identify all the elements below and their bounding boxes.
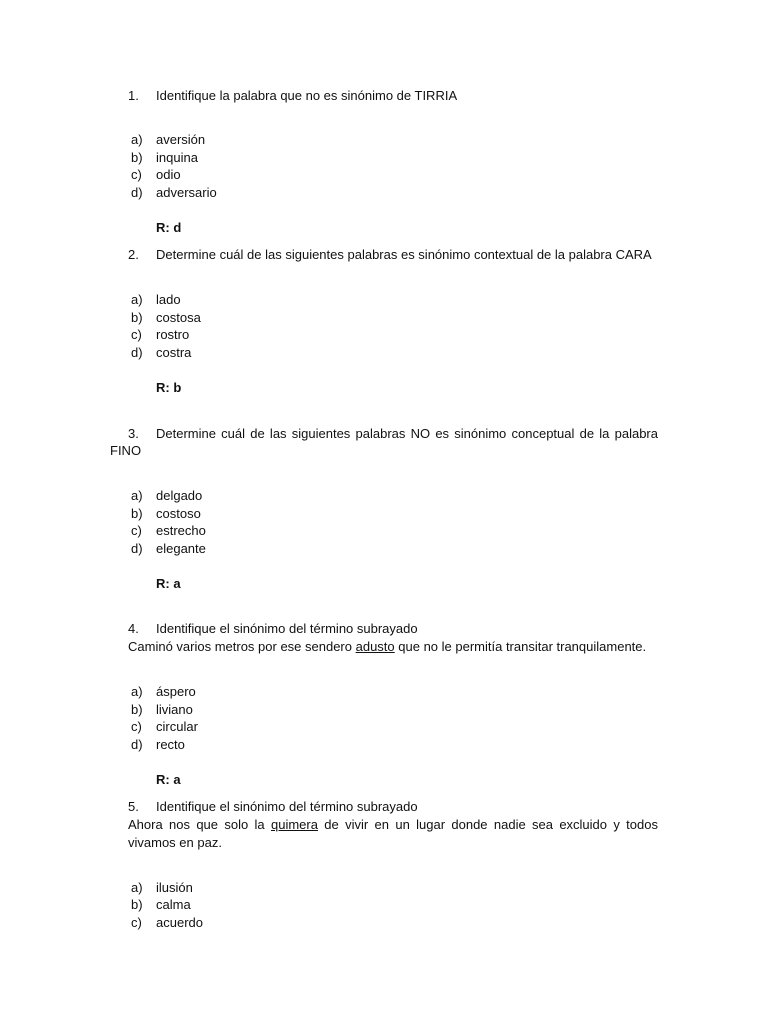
option-letter: b) [131,702,143,717]
option-text: ilusión [156,880,193,895]
question-prompt: Identifique el sinónimo del término subrayado [156,799,418,814]
option-letter: a) [131,488,143,503]
option-text: acuerdo [156,915,203,930]
option-text: costoso [156,506,201,521]
example-sentence [128,816,658,833]
option-letter: d) [131,541,143,556]
answer-key: R: d [156,220,182,235]
question-prompt: Determine cuál de las siguientes palabras NO es sinónimo conceptual de la palabra [156,426,658,441]
question-number: 4. [128,621,139,636]
answer-key: R: b [156,380,182,395]
option-letter: a) [131,292,143,307]
option-letter: c) [131,327,142,342]
option-letter: c) [131,167,142,182]
question-number: 3. [128,426,139,441]
answer-key: R: a [156,576,181,591]
option-letter: b) [131,506,143,521]
example-sentence [128,638,646,655]
option-text: delgado [156,488,203,503]
sentence-text: Caminó varios metros por ese sendero [128,639,356,654]
option-text: calma [156,897,191,912]
option-letter: b) [131,897,143,912]
option-letter: a) [131,132,143,147]
option-text: aversión [156,132,206,147]
question-prompt: Identifique la palabra que no es sinónimo de TIRRIA [156,88,458,103]
option-letter: c) [131,915,142,930]
option-text: recto [156,737,185,752]
option-text: inquina [156,150,198,165]
option-letter: c) [131,523,142,538]
question-prompt-continuation: FINO [110,443,142,458]
question-number: 2. [128,247,139,262]
question-prompt: Identifique el sinónimo del término subrayado [156,621,418,636]
option-text: elegante [156,541,206,556]
option-text: odio [156,167,181,182]
option-letter: b) [131,310,143,325]
option-text: áspero [156,684,196,699]
option-text: estrecho [156,523,206,538]
option-text: liviano [156,702,193,717]
example-sentence-continuation: vivamos en paz. [128,835,222,850]
option-text: circular [156,719,198,734]
underlined-term: adusto [355,639,395,654]
option-letter: a) [131,880,143,895]
option-letter: b) [131,150,143,165]
option-text: rostro [156,327,190,342]
option-text: adversario [156,185,217,200]
option-letter: d) [131,737,143,752]
option-letter: d) [131,185,143,200]
question-number: 1. [128,88,139,103]
option-text: costra [156,345,192,360]
option-letter: c) [131,719,142,734]
sentence-text: que no le permitía transitar tranquilamente. [394,639,647,654]
question-number: 5. [128,799,139,814]
option-letter: d) [131,345,143,360]
option-letter: a) [131,684,143,699]
sentence-text: de vivir en un lugar donde nadie sea excluido y todos [317,817,658,832]
option-text: lado [156,292,181,307]
sentence-text: Ahora nos que solo la [128,817,271,832]
underlined-term: quimera [271,817,318,832]
question-prompt: Determine cuál de las siguientes palabras es sinónimo contextual de la palabra CARA [156,247,652,262]
answer-key: R: a [156,772,181,787]
option-text: costosa [156,310,201,325]
